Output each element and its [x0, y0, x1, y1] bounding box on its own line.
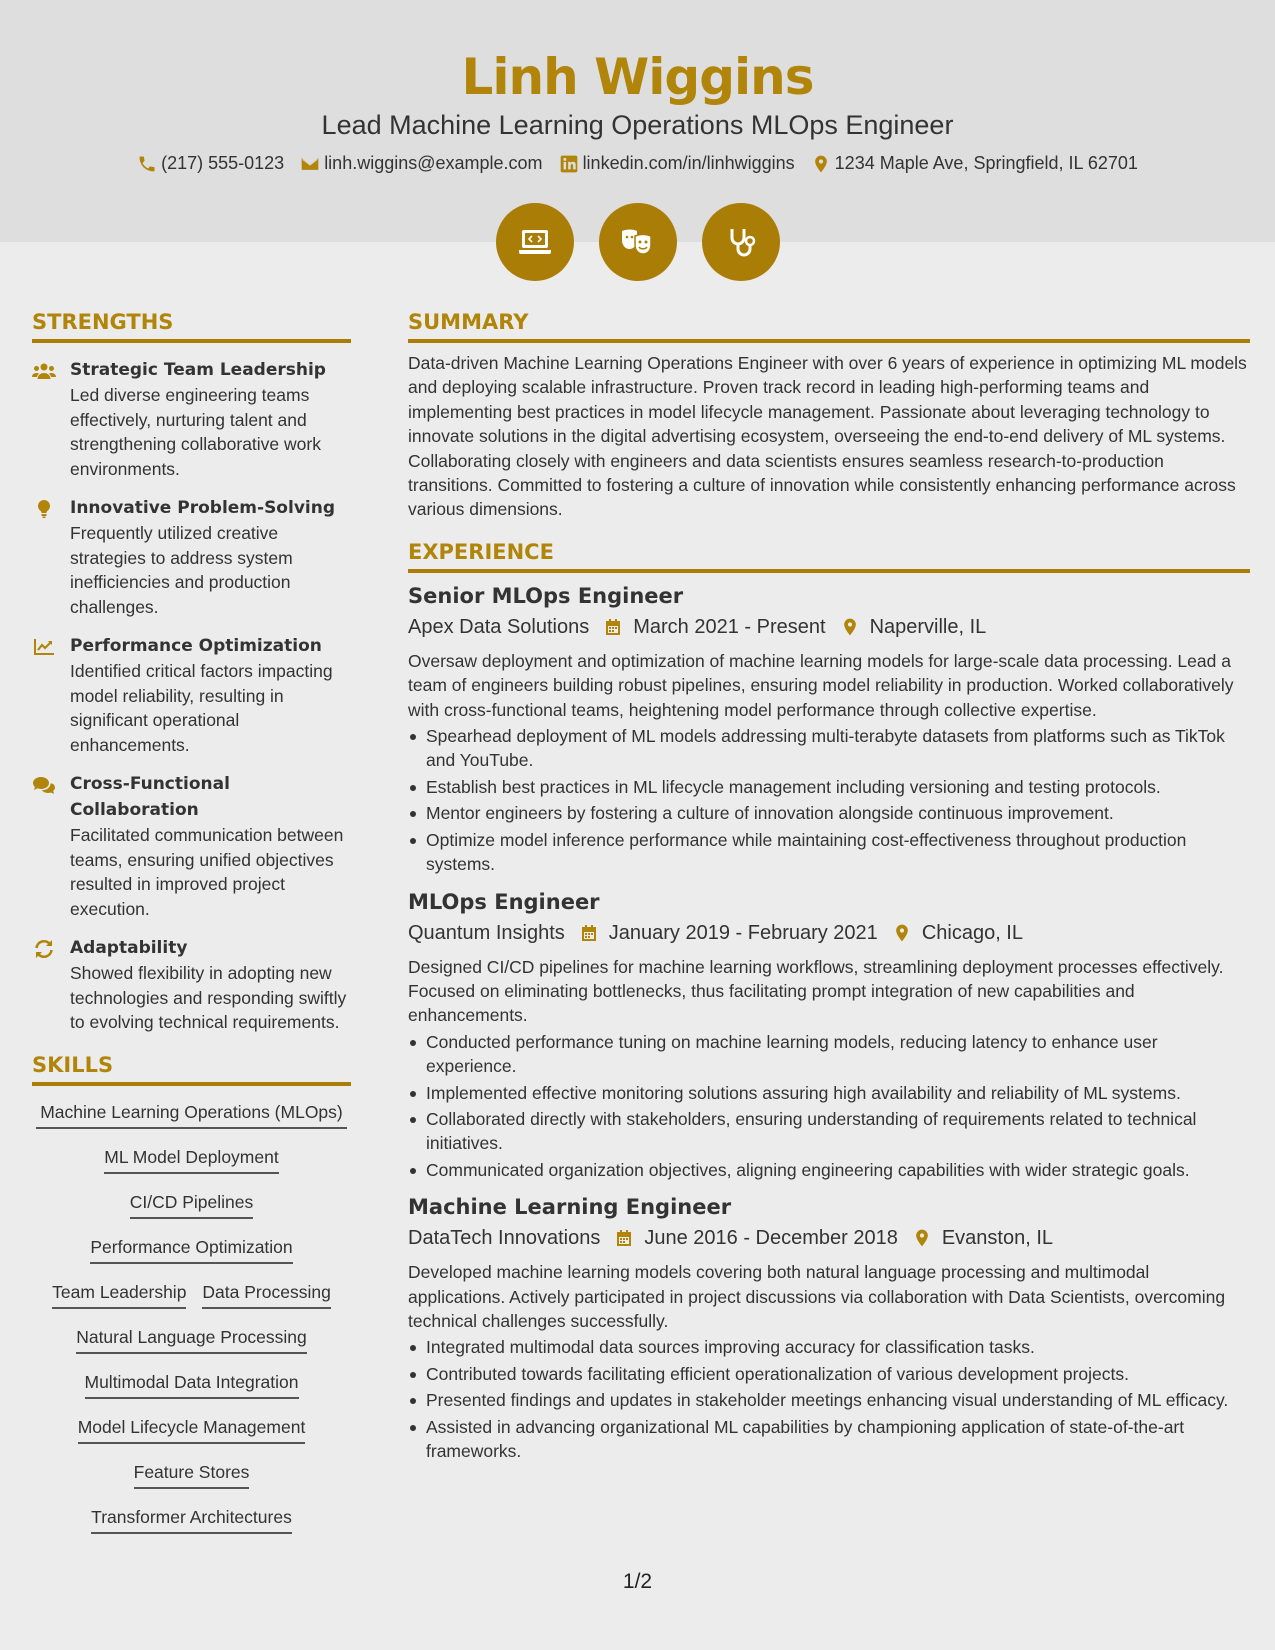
job-role: Senior MLOps Engineer	[408, 583, 684, 608]
job-role: Machine Learning Engineer	[408, 1195, 732, 1220]
theater-masks-icon	[618, 222, 658, 262]
phone-icon	[137, 154, 157, 174]
calendar-icon	[579, 923, 599, 943]
sync-icon	[32, 939, 56, 959]
skill-tag: Team Leadership	[52, 1280, 186, 1309]
job-bullet: Communicated organization objectives, aligning engineering capabilities with wider strategic goals.	[408, 1158, 1250, 1182]
job-bullet: Presented findings and updates in stakeholder meetings enhancing visual understanding of ML efficacy.	[408, 1388, 1250, 1412]
candidate-name: Linh Wiggins	[461, 48, 814, 106]
skill-tag: Transformer Architectures	[91, 1505, 292, 1534]
strength-item	[32, 495, 351, 619]
summary-heading: SUMMARY	[408, 310, 1250, 343]
skill-tag: Performance Optimization	[90, 1235, 292, 1264]
job-company: DataTech Innovations	[408, 1227, 601, 1250]
strength-desc: Frequently utilized creative strategies to address system inefficiencies and production challenges.	[70, 523, 293, 617]
strength-item	[32, 633, 351, 757]
left-column	[32, 310, 351, 1534]
job-bullet: Integrated multimodal data sources improving accuracy for classification tasks.	[408, 1335, 1250, 1359]
contact-linkedin-text: linkedin.com/in/linhwiggins	[582, 153, 795, 173]
strengths-heading: STRENGTHS	[32, 310, 351, 343]
skill-tag: Natural Language Processing	[76, 1325, 307, 1354]
map-pin-icon	[811, 154, 831, 174]
job-bullet: Assisted in advancing organizational ML capabilities by championing application of state-of-the-art frameworks.	[408, 1415, 1250, 1464]
job-bullet: Implemented effective monitoring solutions assuring high availability and reliability of ML systems.	[408, 1081, 1250, 1105]
contact-phone[interactable]	[137, 153, 284, 174]
contact-bar	[0, 153, 1275, 174]
comments-icon	[32, 775, 56, 795]
laptop-code-icon	[515, 222, 555, 262]
page-number: 1/2	[622, 1570, 653, 1593]
skill-tag: ML Model Deployment	[104, 1145, 278, 1174]
calendar-icon	[614, 1228, 634, 1248]
strength-desc: Led diverse engineering teams effectively, nurturing talent and strengthening collaborative work environments.	[70, 385, 321, 479]
job-bullet: Mentor engineers by fostering a culture of innovation alongside continuous improvement.	[408, 801, 1250, 825]
strength-title: Innovative Problem-Solving	[70, 498, 335, 518]
skill-tag: Feature Stores	[134, 1460, 250, 1489]
job-location: Naperville, IL	[869, 615, 987, 638]
job-bullet: Spearhead deployment of ML models addressing multi-terabyte datasets from platforms such as TikTok and YouTube.	[408, 724, 1250, 773]
contact-address	[811, 153, 1138, 174]
job-bullet: Establish best practices in ML lifecycle management including versioning and testing protocols.	[408, 775, 1250, 799]
contact-address-text: 1234 Maple Ave, Springfield, IL 62701	[834, 153, 1138, 173]
job-location: Chicago, IL	[921, 921, 1023, 944]
map-pin-icon	[912, 1228, 932, 1248]
map-pin-icon	[840, 617, 860, 637]
strength-desc: Identified critical factors impacting model reliability, resulting in significant operational enhancements.	[70, 661, 333, 755]
chart-line-icon	[32, 637, 56, 657]
job-company: Apex Data Solutions	[408, 615, 590, 638]
skill-tag: Model Lifecycle Management	[78, 1415, 306, 1444]
strength-desc: Facilitated communication between teams, ensuring unified objectives resulted in improved project execution.	[70, 825, 344, 919]
job-dates: January 2019 - February 2021	[608, 921, 878, 944]
strength-item	[32, 771, 351, 921]
strength-title: Performance Optimization	[70, 636, 322, 656]
badge-stethoscope	[702, 203, 780, 281]
strength-title: Cross-Functional Collaboration	[70, 774, 230, 820]
job-bullet: Collaborated directly with stakeholders, ensuring understanding of requirements related to technical initiatives.	[408, 1107, 1250, 1156]
badge-masks	[599, 203, 677, 281]
job-role: MLOps Engineer	[408, 889, 600, 914]
skills-heading: SKILLS	[32, 1053, 351, 1086]
job-entry	[408, 1192, 1250, 1463]
strength-item	[32, 935, 351, 1035]
skill-tag: Multimodal Data Integration	[85, 1370, 299, 1399]
badge-laptop	[496, 203, 574, 281]
job-entry	[408, 581, 1250, 877]
job-description: Designed CI/CD pipelines for machine learning workflows, streamlining deployment processes effectively. Focused on eliminating bottlenecks, thus facilitating prompt integration of new capabilities and enhancements.	[408, 956, 1224, 1026]
job-description: Developed machine learning models covering both natural language processing and multimodal applications. Actively participated in project discussions via collaboration with Data Scientists, overcoming technical challenges successfully.	[408, 1262, 1226, 1331]
skill-tag: Machine Learning Operations (MLOps)	[36, 1100, 347, 1129]
lightbulb-icon	[32, 499, 56, 519]
job-company: Quantum Insights	[408, 921, 565, 944]
job-location: Evanston, IL	[941, 1227, 1054, 1250]
contact-linkedin[interactable]	[559, 153, 795, 174]
strength-desc: Showed flexibility in adopting new technologies and responding swiftly to evolving technical requirements.	[70, 963, 347, 1032]
contact-email[interactable]	[300, 153, 542, 174]
job-dates: June 2016 - December 2018	[644, 1227, 898, 1250]
stethoscope-icon	[721, 222, 761, 262]
strength-title: Strategic Team Leadership	[70, 360, 326, 380]
experience-heading: EXPERIENCE	[408, 540, 1250, 573]
interest-badges	[0, 203, 1275, 281]
job-bullet: Contributed towards facilitating efficient operationalization of various development projects.	[408, 1362, 1250, 1386]
strength-item	[32, 357, 351, 481]
job-description: Oversaw deployment and optimization of machine learning models for large-scale data processing. Lead a team of engineers building robust pipelines, ensuring model reliability in production. Worked collaboratively with cross-functional teams, heightening model performance through collective expertise.	[408, 650, 1234, 720]
right-column	[408, 310, 1250, 1465]
job-bullet: Optimize model inference performance while maintaining cost-effectiveness throughout production systems.	[408, 828, 1250, 877]
contact-phone-text: (217) 555-0123	[161, 153, 285, 173]
summary-text: Data-driven Machine Learning Operations Engineer with over 6 years of experience in optimizing ML models and deploying scalable infrastructure. Proven track record in leading high-performing teams and implementing best practices in model lifecycle management. Passionate about leveraging technology to innovate solutions in the digital advertising ecosystem, overseeing the end-to-end delivery of ML systems. Collaborating closely with engineers and data scientists ensures seamless research-to-production transitions. Committed to fostering a culture of innovation while consistently enhancing performance across various dimensions.	[408, 353, 1247, 520]
strength-title: Adaptability	[70, 938, 188, 958]
linkedin-icon	[559, 154, 579, 174]
map-pin-icon	[892, 923, 912, 943]
job-dates: March 2021 - Present	[633, 615, 826, 638]
envelope-icon	[300, 154, 320, 174]
job-bullet: Conducted performance tuning on machine learning models, reducing latency to enhance user experience.	[408, 1030, 1250, 1079]
skill-tag: CI/CD Pipelines	[130, 1190, 254, 1219]
contact-email-text: linh.wiggins@example.com	[324, 153, 543, 173]
calendar-icon	[603, 617, 623, 637]
skill-tag: Data Processing	[202, 1280, 330, 1309]
users-icon	[32, 361, 56, 381]
job-entry	[408, 887, 1250, 1183]
candidate-title: Lead Machine Learning Operations MLOps Engineer	[321, 110, 954, 140]
